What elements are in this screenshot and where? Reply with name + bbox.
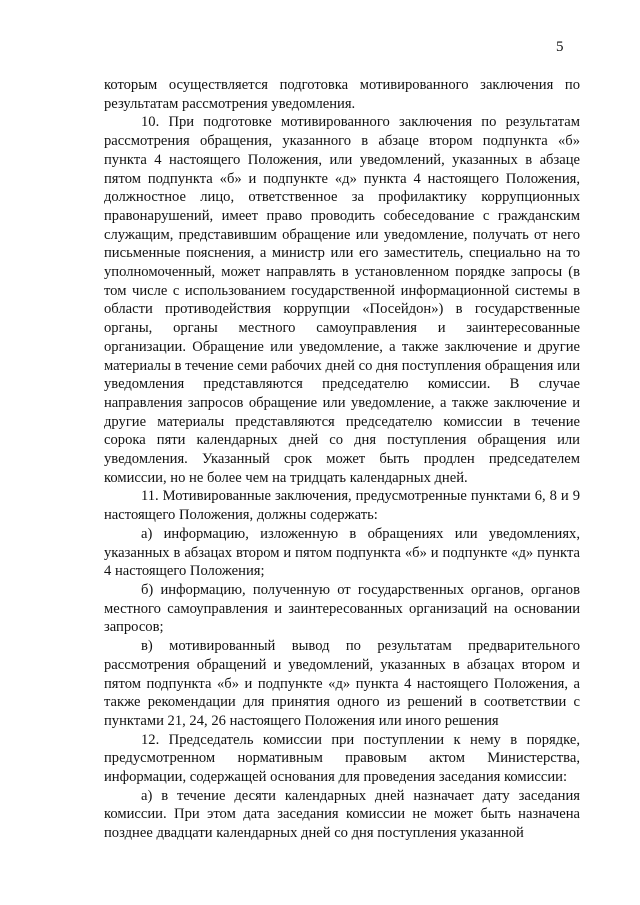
paragraph-item-11-b: б) информацию, полученную от государственных органов, органов местного самоуправления и заинтересованных организаций на основании запросов;	[104, 581, 580, 636]
page-number: 5	[556, 39, 564, 55]
paragraph-item-11-v: в) мотивированный вывод по результатам предварительного рассмотрения обращений и уведомлений, указанных в абзацах втором и пятом подпункта «б» и подпункте «д» пункта 4 настоящего Положения, а также рекомендации для принятия одного из решений в соответствии с пунктами 21, 24, 26 настоящего Положения или иного решения	[104, 638, 580, 729]
paragraph-item-11: 11. Мотивированные заключения, предусмотренные пунктами 6, 8 и 9 настоящего Положения, должны содержать:	[104, 488, 580, 524]
paragraph-item-12: 12. Председатель комиссии при поступлении к нему в порядке, предусмотренном нормативным правовым актом Министерства, информации, содержащей основания для проведения заседания комиссии:	[104, 731, 580, 786]
paragraph-item-12-a: а) в течение десяти календарных дней назначает дату заседания комиссии. При этом дата заседания комиссии не может быть назначена позднее двадцати календарных дней со дня поступления указанной	[104, 787, 580, 842]
paragraph-continuation: которым осуществляется подготовка мотивированного заключения по результатам рассмотрения уведомления.	[104, 77, 580, 112]
paragraph-item-10: 10. При подготовке мотивированного заключения по результатам рассмотрения обращения, указанного в абзаце втором подпункта «б» пункта 4 настоящего Положения, или уведомлений, указанных в абзаце пятом подпункта «б» и подпункте «д» пункта 4 настоящего Положения, должностное лицо, ответственное за профилактику коррупционных правонарушений, имеет право проводить собеседование с гражданским служащим, представившим обращение или уведомление, получать от него письменные пояснения, а министр или его заместитель, специально на то уполномоченный, может направлять в установленном порядке запросы (в том числе с использованием государственной информационной системы в области противодействия коррупции «Посейдон») в государственные органы, органы местного самоуправления и заинтересованные организации. Обращение или уведомление, а также заключение и другие материалы в течение семи рабочих дней со дня поступления обращения или уведомления представляются председателю комиссии. В случае направления запросов обращение или уведомление, а также заключение и другие материалы представляются председателю комиссии в течение сорока пяти календарных дней со дня поступления обращения или уведомления. Указанный срок может быть продлен председателем комиссии, но не более чем на тридцать календарных дней.	[104, 114, 580, 486]
paragraph-item-11-a: а) информацию, изложенную в обращениях или уведомлениях, указанных в абзацах втором и пятом подпункта «б» и подпункте «д» пункта 4 настоящего Положения;	[104, 525, 580, 580]
document-body	[104, 76, 580, 843]
